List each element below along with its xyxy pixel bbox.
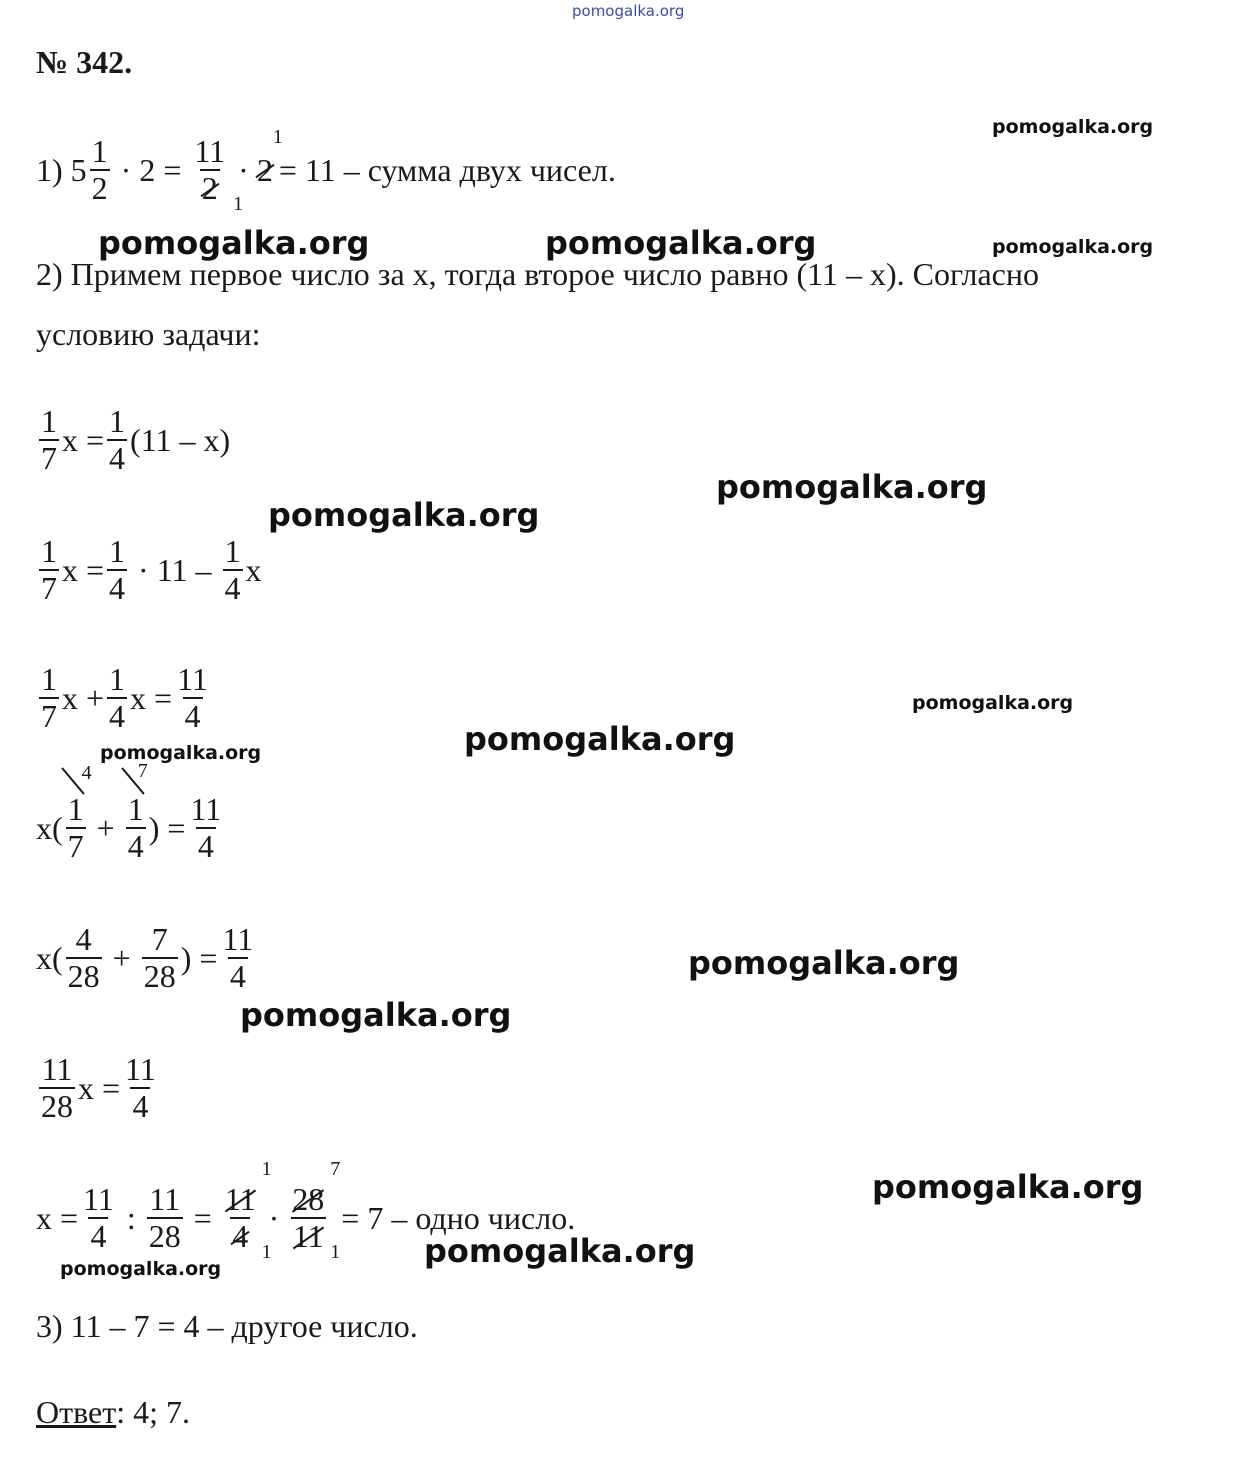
fraction [126, 760, 148, 865]
fraction [223, 1158, 272, 1264]
watermark: pomogalka.org [912, 692, 1074, 714]
denominator: 7 [41, 698, 57, 735]
factor-sup: 4 [81, 762, 92, 784]
watermark: pomogalka.org [100, 742, 262, 764]
step1-mult: · 2 = [120, 151, 182, 188]
eq-text: x + [62, 679, 105, 716]
fraction [223, 534, 243, 606]
equation-4 [36, 760, 226, 865]
eq-text: x = [62, 421, 105, 458]
denominator: 2 [91, 170, 108, 207]
eq-text: x( [36, 939, 63, 976]
denominator: 4 [224, 570, 241, 607]
answer-line [36, 1396, 190, 1428]
answer-label: Ответ [36, 1394, 117, 1430]
watermark-top: pomogalka.org [572, 2, 685, 20]
watermark: pomogalka.org [464, 720, 736, 758]
step1-result: = 11 – сумма двух чисел. [278, 151, 616, 188]
fraction [175, 662, 210, 734]
denominator [200, 169, 220, 206]
numerator: 4 [75, 921, 92, 957]
denominator: 4 [109, 698, 126, 735]
reduced-sub: 1 [233, 193, 244, 216]
numerator: 1 [41, 661, 57, 697]
numerator: 11 [149, 1181, 181, 1217]
fraction [39, 404, 59, 476]
denominator: 7 [41, 570, 57, 607]
answer-value: : 4; 7. [116, 1394, 190, 1430]
numerator: 11 [125, 1051, 156, 1087]
denominator: 4 [127, 828, 144, 865]
fraction-1-2 [90, 134, 110, 206]
fraction [107, 662, 127, 734]
watermark: pomogalka.org [268, 496, 540, 534]
numerator: 1 [127, 791, 144, 827]
numerator: 11 [190, 791, 222, 827]
step1-prefix: 1) 5 [36, 151, 87, 188]
fraction [220, 922, 255, 994]
eq-text: · [268, 1199, 280, 1236]
denominator: 4 [229, 958, 246, 995]
numerator [223, 1182, 258, 1217]
denominator: 4 [109, 440, 126, 477]
watermark: pomogalka.org [545, 224, 817, 262]
watermark: pomogalka.org [872, 1168, 1144, 1206]
cancelled-number: 28 [292, 1181, 325, 1217]
step1-mult2: · [238, 151, 249, 188]
denominator: 28 [143, 958, 176, 995]
eq-text: + [96, 809, 115, 846]
eq-text: x = [78, 1069, 121, 1106]
numerator: 1 [109, 661, 126, 697]
fraction-11-2 [192, 133, 244, 216]
reduced-sub: 1 [330, 1241, 341, 1264]
fraction [142, 922, 178, 994]
equation-3 [36, 662, 213, 734]
watermark: pomogalka.org [240, 996, 512, 1034]
watermark: pomogalka.org [424, 1232, 696, 1270]
reduced-sup: 1 [272, 125, 283, 148]
eq-text: ) = [180, 939, 218, 976]
fraction [66, 922, 102, 994]
fraction [147, 1182, 183, 1254]
eq-text: ) = [148, 809, 186, 846]
numerator: 1 [91, 133, 108, 169]
fraction [107, 534, 127, 606]
step2-line1: 2) Примем первое число за x, тогда второе число равно (11 – x). Согласно [36, 256, 1039, 292]
fraction [290, 1158, 341, 1264]
equation-6 [36, 1052, 161, 1124]
denominator [230, 1217, 250, 1254]
step3-line: 3) 11 – 7 = 4 – другое число. [36, 1308, 418, 1344]
denominator: 28 [67, 958, 100, 995]
denominator: 4 [197, 828, 214, 865]
fraction [66, 762, 92, 865]
denominator: 7 [41, 440, 57, 477]
numerator: 1 [41, 403, 57, 439]
equation-5 [36, 922, 258, 994]
denominator [291, 1217, 326, 1254]
eq-text: x = [36, 1199, 79, 1236]
numerator: 1 [109, 533, 126, 569]
numerator: 11 [177, 661, 208, 697]
fraction [107, 404, 127, 476]
fraction [123, 1052, 158, 1124]
denominator: 28 [148, 1218, 181, 1255]
cancel-two-wrap [256, 125, 283, 189]
cancelled-number: 11 [292, 1218, 324, 1255]
cancelled-digit: 2 [201, 170, 218, 207]
denominator: 4 [109, 570, 126, 607]
eq-text: = [193, 1199, 212, 1236]
eq-text: · 11 – [138, 551, 212, 588]
eq-text: (11 – x) [130, 421, 231, 458]
denominator: 4 [90, 1218, 107, 1255]
denominator: 4 [132, 1088, 149, 1125]
denominator: 4 [184, 698, 201, 735]
step2-line2: условию задачи: [36, 316, 261, 352]
eq-text: x( [36, 809, 63, 846]
numerator: 1 [41, 533, 57, 569]
watermark: pomogalka.org [688, 944, 960, 982]
equation-1 [36, 404, 230, 476]
cancelled-number: 11 [224, 1181, 256, 1217]
watermark: pomogalka.org [98, 224, 370, 262]
reduced-sup: 1 [261, 1158, 272, 1180]
fraction [188, 792, 223, 864]
watermark: pomogalka.org [992, 236, 1154, 258]
fraction [39, 1052, 75, 1124]
numerator: 11 [83, 1181, 114, 1217]
eq-text: x = [62, 551, 105, 588]
fraction [39, 534, 59, 606]
numerator: 7 [151, 921, 168, 957]
watermark: pomogalka.org [992, 116, 1154, 138]
cancelled-digit: 2 [256, 151, 273, 188]
denominator: 28 [41, 1088, 73, 1125]
numerator: 1 [67, 791, 84, 827]
numerator: 1 [109, 403, 126, 439]
reduced-sup: 7 [330, 1158, 341, 1180]
watermark: pomogalka.org [60, 1258, 222, 1280]
numerator: 11 [41, 1051, 73, 1087]
numerator: 11 [222, 921, 254, 957]
factor-sup: 7 [137, 760, 148, 782]
eq-text: : [126, 1199, 136, 1236]
fraction [39, 662, 59, 734]
numerator: 1 [224, 533, 241, 569]
equation-2 [36, 534, 262, 606]
eq-text: x [245, 551, 262, 588]
watermark: pomogalka.org [716, 468, 988, 506]
eq-text: = 7 – одно число. [341, 1199, 576, 1236]
fraction [81, 1182, 116, 1254]
cancelled-number: 4 [232, 1218, 249, 1255]
problem-number: № 342. [36, 44, 133, 80]
eq-text: x = [130, 679, 173, 716]
step1-line [36, 125, 616, 216]
reduced-sub: 1 [261, 1241, 272, 1264]
eq-text: + [112, 939, 131, 976]
numerator: 11 [194, 133, 226, 169]
denominator: 7 [67, 828, 84, 865]
numerator [290, 1182, 326, 1217]
